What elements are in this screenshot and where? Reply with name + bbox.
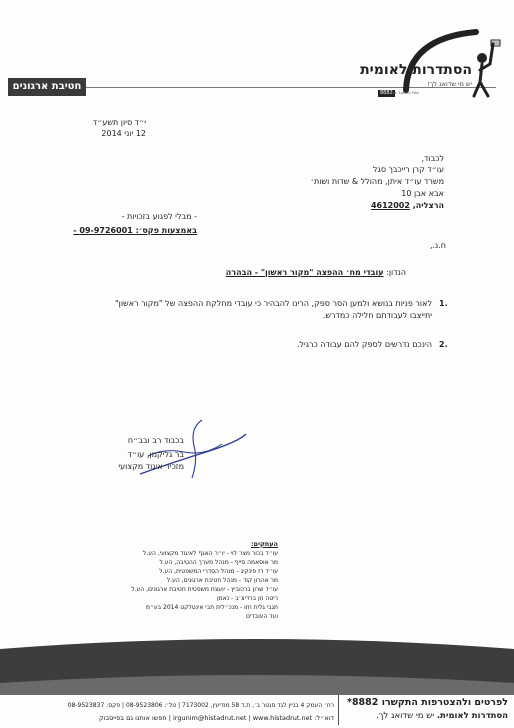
recipient-salutation: לכבוד, (421, 154, 444, 163)
cc-line: ריטה חן ברדיצ׳ב - נאמן (216, 595, 278, 602)
recipient-city: הרצליה, (412, 201, 444, 210)
footer-contact: דוא״ל: irgunim@histadrut.net | www.histadrut.net | חפשו אותנו גם בפייסבוק (98, 714, 334, 722)
without-prejudice: - מבלי לפגוע בזכויות - (121, 212, 197, 221)
cc-line: מר אוסאמה סייף - מנהל מערך ההטיבה, הע.ל (159, 559, 278, 566)
cc-line: תגבי גלית חזו - מנכ״לית תבי אינטלקט 2014 בע״מ (145, 604, 278, 611)
footer-org: הסתדרות לאומית. (436, 711, 508, 721)
footer-separator (338, 695, 339, 725)
signer-name: בר גליקמן, עו״ד (127, 450, 184, 459)
recipient-street: אבא אבן 10 (401, 189, 444, 198)
recipient-zip: 4612002 (370, 201, 410, 210)
cc-line: עו״ד רז פינקיג - מנהל הסדרי המשפטית, הע.ל (159, 568, 278, 575)
signer-title: מזכיר איגוד מקצועי (118, 462, 184, 471)
subject-label: הנדון: (386, 268, 406, 277)
paragraph-1-line-1: לאור פניות בנושא ולמען הסר ספק, הרינו להבהיר כי עובדי מחלקת ההפצה של "מקור ראשון" (115, 299, 432, 308)
cc-title: העתקים: (250, 540, 278, 548)
footer-address: רח׳ העמק 4 בניין לגד סנטר ב׳, ת.ד 58 מודיעין, 7173002 | טל׳: 08-9523806 | פקס: 08-9523837 (67, 702, 334, 709)
subject-line (226, 267, 406, 278)
greeting: ח.נ., (429, 241, 446, 250)
hotline-badge: 8882 (380, 90, 393, 96)
cc-line: ועד העובדים (246, 613, 278, 620)
paragraph-number-1: 1. (439, 299, 448, 308)
footer-hotline: לפרטים ולהצטרפות התקשרו 8882* (346, 697, 508, 708)
fax-label: באמצעות פקס׳: (135, 226, 197, 235)
cc-line: עו״ד בכור מצר לוי - יו״ר האגף לאיגוד מקצועי, הע.ל (142, 550, 278, 557)
cc-line: מר אהרון קוד - מנהל חטיבת ארגונים, הע.ל (166, 577, 278, 584)
footer-tagline (376, 711, 508, 722)
gregorian-date: 12 יוני 2014 (101, 129, 146, 138)
cc-list (131, 540, 278, 621)
paragraph-number-2: 2. (439, 340, 448, 349)
subject-text: עובדי מח׳ ההפצה "מקור ראשון" - הבהרה (225, 268, 384, 277)
recipient-city-line (371, 200, 444, 211)
footer-band (0, 633, 514, 695)
recipient-firm: משרד עו״ד איתן, מהולל & שדות ושות׳ (310, 177, 444, 186)
header-strip-text: Nat. Labour Fed. (390, 91, 420, 95)
department-badge: חטיבת ארגונים (8, 78, 86, 96)
paragraph-1-line-2: יתייצבו לעבודתם חלילה כמדרש. (322, 311, 432, 320)
org-name: הסתדרות לאומית (360, 62, 472, 78)
cc-line: עו״ד שרון ברכוביץ - יועצת משפטית חטיבת ארגונים, הע.ל (131, 586, 278, 593)
footer-slogan: יש מי שדואג לך. (376, 711, 435, 721)
fax-line (73, 225, 197, 236)
fax-number: 09-9726001 - (73, 226, 133, 235)
closing: בכבוד רב ובב״ח (127, 436, 184, 445)
hebrew-date: י״ד סיון תשע״ד (92, 118, 146, 127)
org-slogan: יש מי שדואג לך! (427, 80, 472, 88)
paragraph-2-line-1: הינכם נדרשים לספק להם עבודה כרגיל. (296, 340, 432, 349)
recipient-name: עו״ד קרן רייכבך סגל (373, 165, 444, 174)
